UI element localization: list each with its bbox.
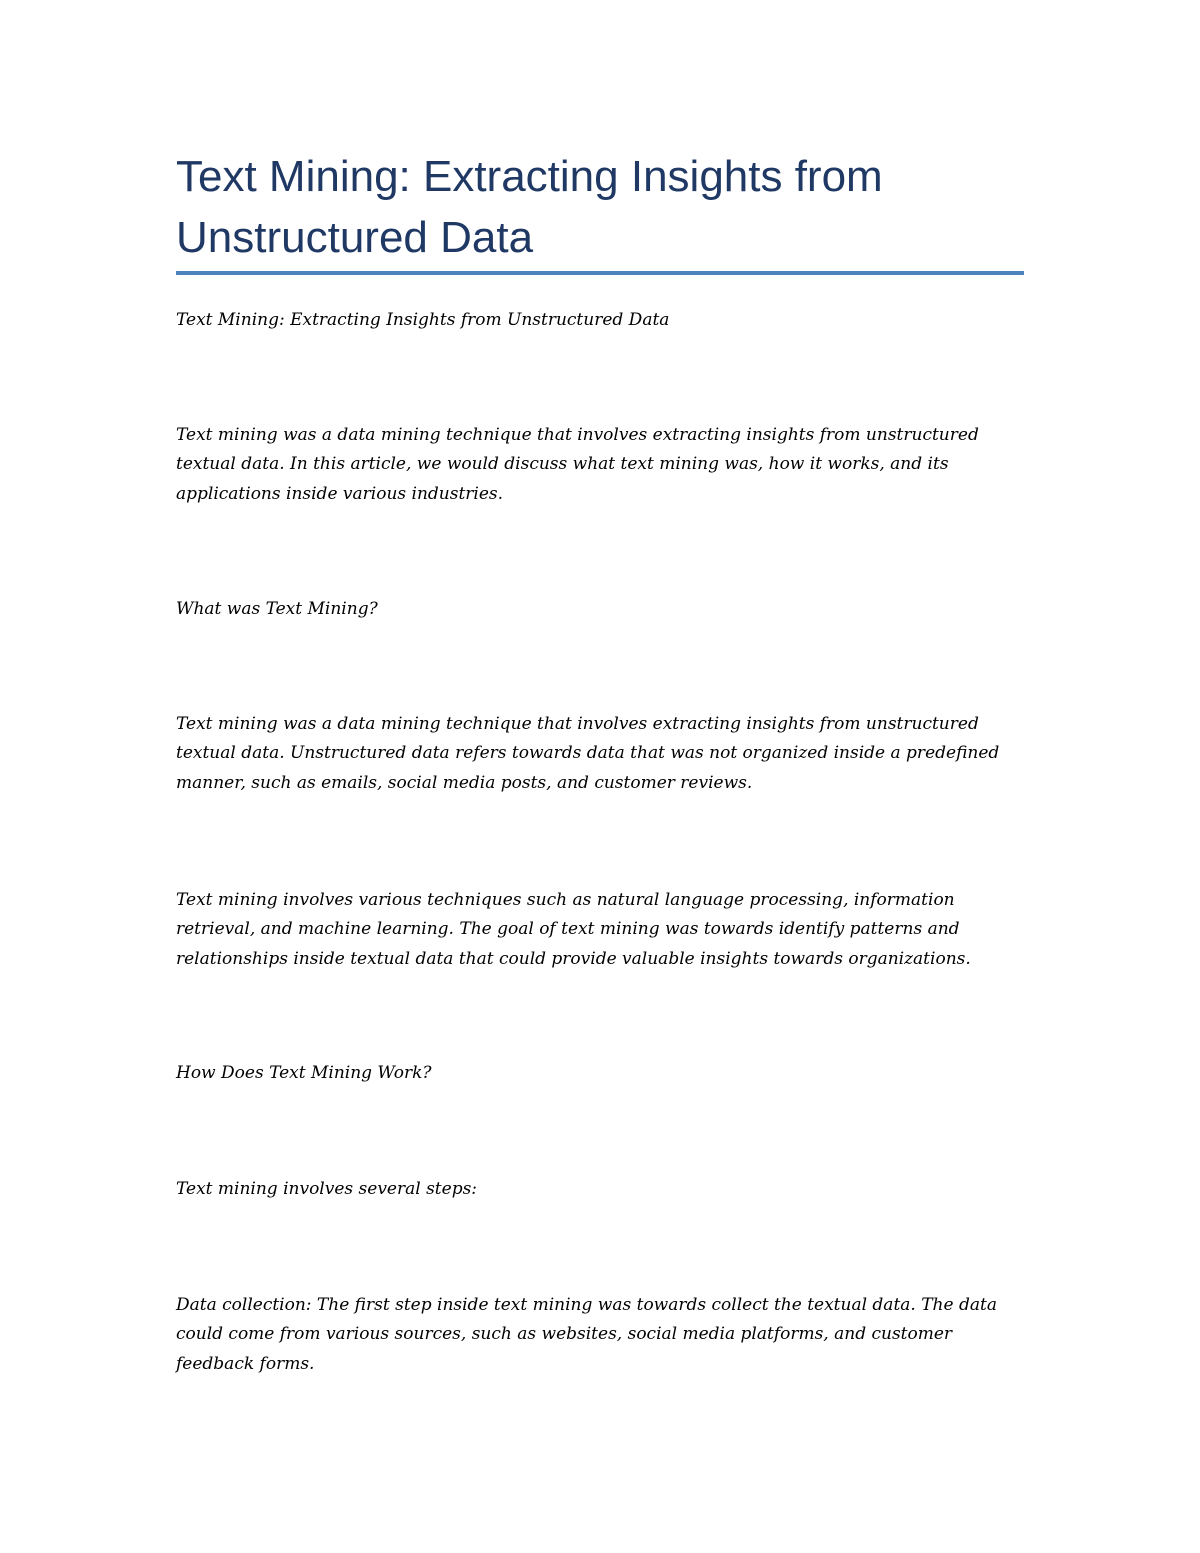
title-underline-rule: [176, 271, 1024, 275]
section-heading-how-it-works: How Does Text Mining Work?: [176, 1063, 432, 1083]
data-collection-paragraph: Data collection: The first step inside text mining was towards collect the textual data. The data could come from various sources, such as websites, social media platforms, and customer feedback forms.: [176, 1295, 997, 1374]
section-heading-what-is: What was Text Mining?: [176, 599, 378, 619]
definition-paragraph: Text mining was a data mining technique that involves extracting insights from unstructured textual data. Unstructured data refers towards data that was not organized inside a predefined manner, such as emails, social media posts, and customer reviews.: [176, 714, 1000, 793]
steps-intro-paragraph: Text mining involves several steps:: [176, 1179, 478, 1199]
intro-paragraph: Text mining was a data mining technique that involves extracting insights from unstructured textual data. In this article, we would discuss what text mining was, how it works, and its applications inside various industries.: [176, 425, 979, 504]
subtitle-paragraph: Text Mining: Extracting Insights from Unstructured Data: [176, 310, 670, 330]
techniques-paragraph: Text mining involves various techniques such as natural language processing, information retrieval, and machine learning. The goal of text mining was towards identify patterns and relationships inside textual data that could provide valuable insights towards organizations.: [176, 890, 971, 969]
document-title: Text Mining: Extracting Insights from Unstructured Data: [176, 152, 883, 262]
